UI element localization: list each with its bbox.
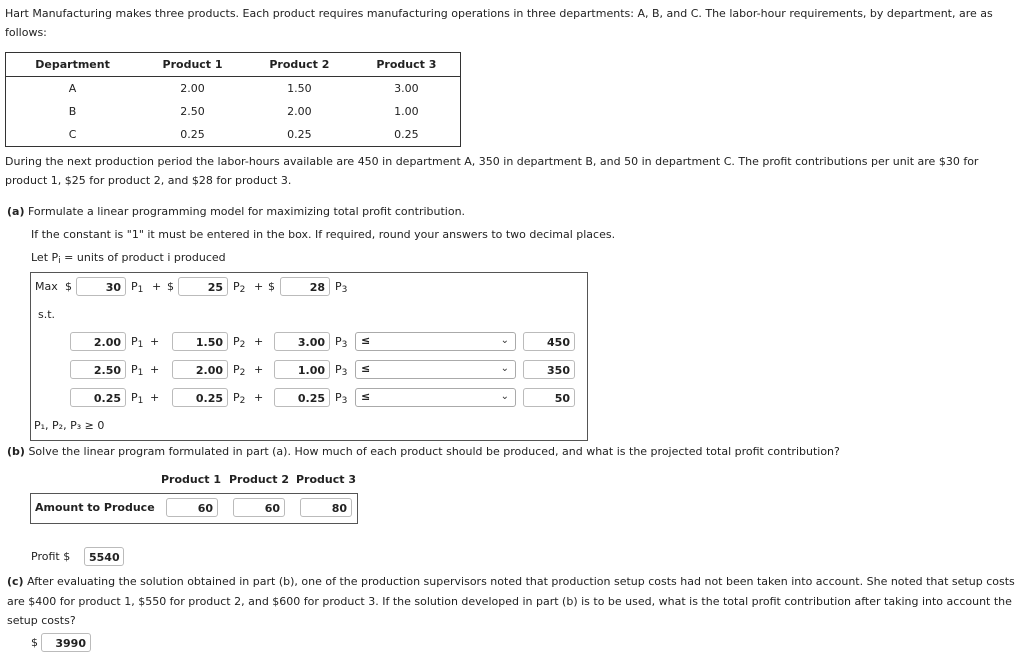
var-p3 [335,363,347,376]
nonnegativity-constraint: P₁, P₂, P₃ ≥ 0 [34,419,105,432]
constraint-3-operator-select[interactable] [355,388,516,407]
var-sub: 3 [341,368,348,378]
max-label: Max [35,280,58,293]
lp-model-frame [30,272,588,441]
var-p3 [335,391,347,404]
var-sub: 1 [137,340,144,350]
var-name: P [131,280,138,293]
table-header-row [6,53,461,77]
constraint-2-coef-1[interactable]: 2.50 [70,360,126,379]
var-sub: 1 [137,396,144,406]
var-p1 [131,335,143,348]
table-cell: A [68,82,77,95]
part-c-label: (c) [7,575,24,588]
table-cell: 2.00 [180,82,205,95]
var-p1 [131,280,143,293]
problem-text: During the next production period the labor-hours available are 450 in department A, 350 in department B, and 50 in department C. The profit contributions per unit are $30 for product 1, $25 for product 2, and $28 for product 3. [5,155,979,187]
profit-input[interactable]: 5540 [84,547,124,566]
plus-sign: + [254,280,264,293]
plus-sign: + [254,363,264,376]
st-label: s.t. [38,308,56,321]
constraint-1-coef-2[interactable]: 1.50 [172,332,228,351]
var-sub: 1 [137,285,144,295]
constraint-2-coef-2[interactable]: 2.00 [172,360,228,379]
constraint-1-coef-1[interactable]: 2.00 [70,332,126,351]
constraint-1-operator-select[interactable] [355,332,516,351]
chevron-down-icon: ⌄ [500,391,509,402]
product-1-amount[interactable]: 60 [166,498,218,517]
let-sub: i [58,256,61,266]
part-b-label: (b) [7,445,25,458]
table-header: Product 1 [139,53,246,77]
dollar-sign: $ [31,636,38,649]
table-cell: 0.25 [287,128,312,141]
constraint-3-rhs[interactable]: 50 [523,388,575,407]
var-name: P [335,391,342,404]
dollar-sign: $ [167,280,174,293]
var-name: P [233,391,240,404]
table-header: Department [6,53,140,77]
var-sub: 3 [341,340,348,350]
var-name: P [131,363,138,376]
var-name: P [335,363,342,376]
operator-value: ≤ [361,390,371,403]
var-name: P [131,335,138,348]
let-rest: = units of product i produced [60,251,226,264]
part-a-label: (a) [7,205,25,218]
plus-sign: + [150,335,160,348]
dollar-sign: $ [65,280,72,293]
product-3-header: Product 3 [296,473,357,486]
var-name: P [335,335,342,348]
var-p2 [233,391,245,404]
var-name: P [335,280,342,293]
objective-coef-1[interactable]: 30 [76,277,126,296]
part-b-question-text: Solve the linear program formulated in part (a). How much of each product should be produced, and what is the projected total profit contribution? [28,445,840,458]
plus-sign: + [150,363,160,376]
part-a-question [7,205,465,218]
table-row [6,77,461,101]
var-p3 [335,280,347,293]
part-c-question [7,572,1019,631]
chevron-down-icon: ⌄ [500,335,509,346]
constraint-2-rhs[interactable]: 350 [523,360,575,379]
var-sub: 2 [239,285,246,295]
constraint-2-coef-3[interactable]: 1.00 [274,360,330,379]
product-2-header: Product 2 [229,473,290,486]
constraint-1-rhs[interactable]: 450 [523,332,575,351]
table-cell: 2.50 [180,105,205,118]
part-c-question-text: After evaluating the solution obtained in part (b), one of the production supervisors noted that production setup costs had not been taken into account. She noted that setup costs are $400 for product 1, $550 for product 2, and $600 for product 3. If the solution developed in part (b) is to be used, what is the total profit contribution after taking into account the setup costs? [7,575,1015,627]
constraint-3-coef-3[interactable]: 0.25 [274,388,330,407]
var-sub: 2 [239,396,246,406]
var-p2 [233,335,245,348]
table-cell: 1.00 [394,105,419,118]
var-p3 [335,335,347,348]
part-a-instruction: If the constant is "1" it must be entered in the box. If required, round your answers to two decimal places. [31,228,616,241]
plus-sign: + [254,335,264,348]
table-cell: C [68,128,77,141]
table-header: Product 2 [246,53,353,77]
plus-sign: + [152,280,162,293]
chevron-down-icon: ⌄ [500,363,509,374]
profit-label: Profit $ [31,550,71,563]
let-statement [31,251,226,264]
operator-value: ≤ [361,334,371,347]
table-row [6,100,461,123]
table-cell: B [68,105,77,118]
var-p1 [131,363,143,376]
dollar-sign: $ [268,280,275,293]
let-text: Let P [31,251,59,264]
part-b-question [7,445,840,458]
objective-coef-2[interactable]: 25 [178,277,228,296]
objective-coef-3[interactable]: 28 [280,277,330,296]
labor-hours-table [5,52,461,147]
var-sub: 3 [341,396,348,406]
table-header: Product 3 [353,53,461,77]
table-cell: 2.00 [287,105,312,118]
constraint-3-coef-1[interactable]: 0.25 [70,388,126,407]
var-name: P [131,391,138,404]
product-1-header: Product 1 [161,473,222,486]
plus-sign: + [150,391,160,404]
var-p1 [131,391,143,404]
plus-sign: + [254,391,264,404]
amount-to-produce-label: Amount to Produce [35,501,155,514]
table-row [6,123,461,147]
var-p2 [233,363,245,376]
part-a-question-text: Formulate a linear programming model for maximizing total profit contribution. [27,205,466,218]
profit-after-setup-input[interactable]: 3990 [41,633,91,652]
table-cell: 1.50 [287,82,312,95]
constraint-3-coef-2[interactable]: 0.25 [172,388,228,407]
table-cell: 0.25 [180,128,205,141]
var-name: P [233,280,240,293]
var-name: P [233,363,240,376]
table-cell: 3.00 [394,82,419,95]
table-cell: 0.25 [394,128,419,141]
product-2-amount[interactable]: 60 [233,498,285,517]
var-sub: 2 [239,368,246,378]
var-p2 [233,280,245,293]
product-3-amount[interactable]: 80 [300,498,352,517]
operator-value: ≤ [361,362,371,375]
constraint-1-coef-3[interactable]: 3.00 [274,332,330,351]
var-sub: 1 [137,368,144,378]
intro-text: Hart Manufacturing makes three products. Each product requires manufacturing operations in three departments: A, B, and C. The labor-hour requirements, by department, are as follows: [5,7,993,39]
constraint-2-operator-select[interactable] [355,360,516,379]
var-sub: 2 [239,340,246,350]
var-sub: 3 [341,285,348,295]
var-name: P [233,335,240,348]
